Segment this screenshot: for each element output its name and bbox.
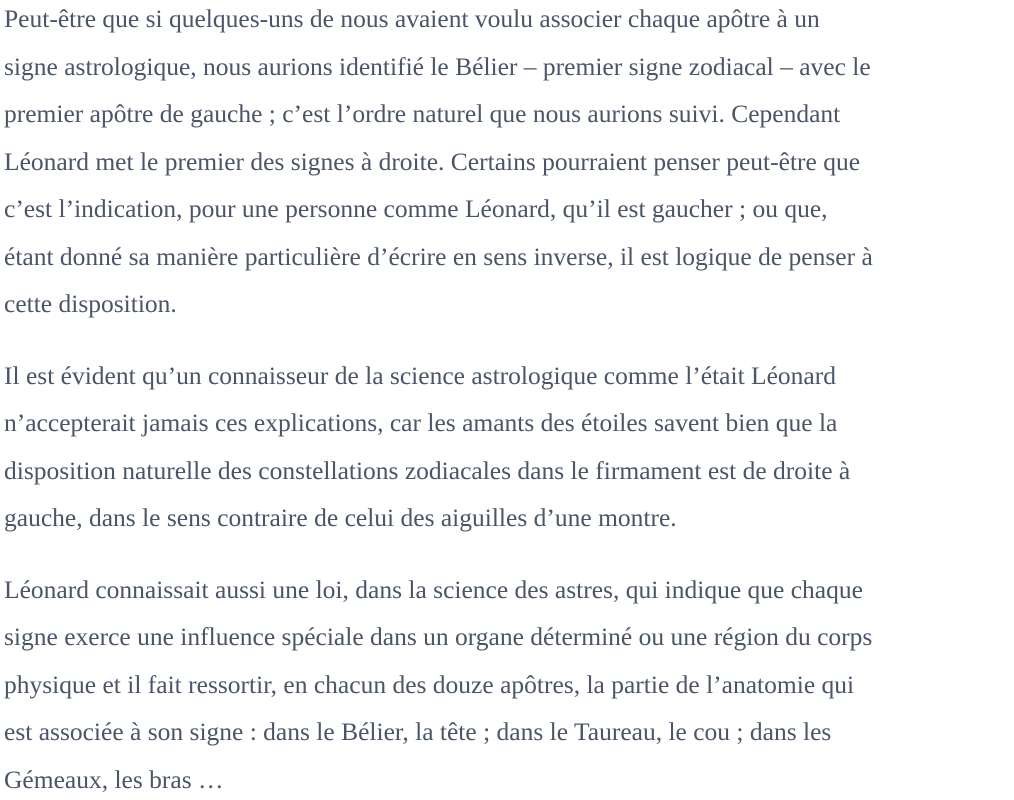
- paragraph-constellations-direction: Il est évident qu’un connaisseur de la science astrologique comme l’était Léonard n’accepterait jamais ces explications, car les amants des étoiles savent bien que la disposition naturelle des constellations zodiacales dans le firmament est de droite à gauche, dans le sens contraire de celui des aiguilles d’une montre.: [4, 360, 851, 532]
- paragraph-anatomy-signs: Léonard connaissait aussi une loi, dans la science des astres, qui indique que chaque signe exerce une influence spéciale dans un organe déterminé ou une région du corps physique et il fait ressortir, en chacun des douze apôtres, la partie de l’anatomie qui est associée à son signe : dans le Bélier, la tête ; dans le Taureau, le cou ; dans les Gémeaux, les bras …: [4, 574, 873, 794]
- paragraph-zodiac-order: Peut-être que si quelques-uns de nous avaient voulu associer chaque apôtre à un signe astrologique, nous aurions identifié le Bélier – premier signe zodiacal – avec le premier apôtre de gauche ; c’est l’ordre naturel que nous aurions suivi. Cependant Léonard met le premier des signes à droite. Certains pourraient penser peut-être que c’est l’indication, pour une personne comme Léonard, qu’il est gaucher ; ou que, étant donné sa manière particulière d’écrire en sens inverse, il est logique de penser à cette disposition.: [4, 4, 873, 318]
